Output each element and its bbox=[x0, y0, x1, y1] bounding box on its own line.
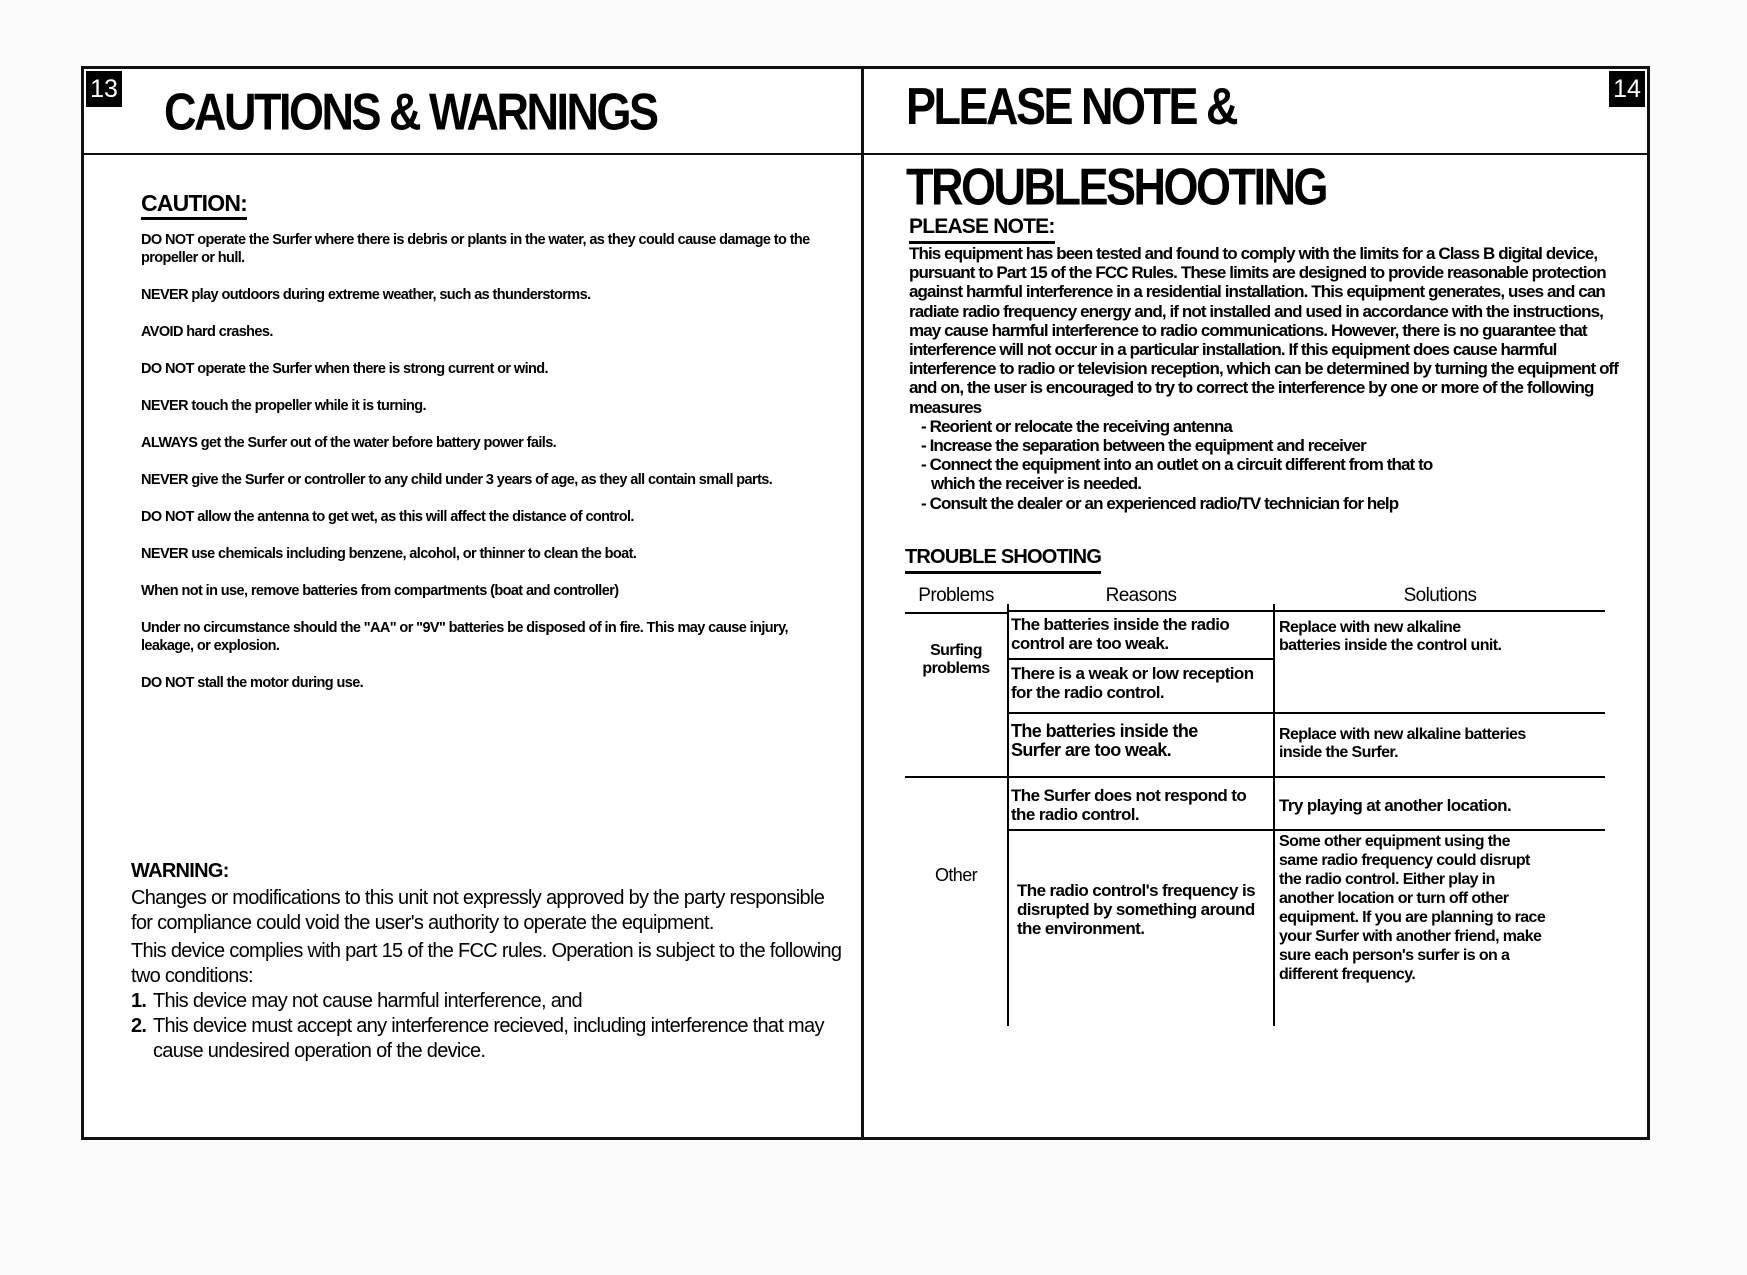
caution-text: get the Surfer out of the water before battery power fails. bbox=[197, 435, 557, 451]
caution-item bbox=[141, 231, 841, 267]
caution-item bbox=[141, 397, 841, 415]
caution-text: stall the motor during use. bbox=[193, 675, 364, 691]
caution-text: allow the antenna to get wet, as this will affect the distance of control. bbox=[193, 509, 634, 525]
table-rule bbox=[905, 776, 1605, 778]
right-page bbox=[861, 66, 1650, 1140]
page-number-13: 13 bbox=[86, 71, 122, 107]
measures-list bbox=[909, 417, 1629, 513]
please-note-heading: PLEASE NOTE: bbox=[909, 213, 1055, 244]
caution-item bbox=[141, 582, 841, 600]
warning-paragraph: Changes or modifications to this unit not expressly approved by the party responsible for compliance could void the user's authority to operate the equipment. bbox=[131, 887, 825, 934]
table-rule bbox=[1007, 712, 1605, 714]
caution-item bbox=[141, 508, 841, 526]
caution-lead: DO NOT bbox=[141, 361, 194, 377]
solution-cell: Some other equipment using the same radio frequency could disrupt the radio control. Either play in another location or turn off other equipment. If you are planning to race your Surfer with another friend, make sure each person's surfer is on a different frequency. bbox=[1279, 833, 1546, 983]
troubleshooting-title: PLEASE NOTE & TROUBLESHOOTING bbox=[906, 76, 1326, 216]
warning-block bbox=[131, 859, 846, 1064]
caution-text: use chemicals including benzene, alcohol, or thinner to clean the boat. bbox=[187, 546, 637, 562]
caution-heading: CAUTION: bbox=[141, 189, 247, 220]
fcc-note-paragraph: This equipment has been tested and found to comply with the limits for a Class B digital device, pursuant to Part 15 of the FCC Rules. These limits are designed to provide reasonable protection against harmful interference in a residential installation. This equipment generates, uses and can radiate radio frequency energy and, if not installed and used in accordance with the instructions, may cause harmful interference to radio communications. However, there is no guarantee that interference will not occur in a particular installation. If this equipment does cause harmful interference to radio or television reception, which can be determined by turning the equipment off and on, the user is encouraged to try to correct the interference by one or more of the following measures bbox=[909, 244, 1619, 417]
caution-text: play outdoors during extreme weather, such as thunderstorms. bbox=[187, 287, 591, 303]
left-page-header bbox=[84, 69, 861, 155]
caution-lead: DO NOT bbox=[141, 675, 194, 691]
problem-other: Other bbox=[934, 865, 978, 885]
table-rule bbox=[1007, 610, 1605, 612]
please-note-body bbox=[909, 244, 1629, 513]
problem-surfing: Surfing problems bbox=[922, 642, 990, 677]
caution-text: touch the propeller while it is turning. bbox=[187, 398, 426, 414]
caution-item bbox=[141, 434, 841, 452]
measure-item: - Reorient or relocate the receiving antenna bbox=[921, 416, 1232, 436]
caution-item bbox=[141, 360, 841, 378]
left-page bbox=[81, 66, 864, 1140]
right-page-header bbox=[864, 69, 1647, 216]
warning-heading: WARNING: bbox=[131, 860, 229, 882]
reason-cell: There is a weak or low reception for the radio control. bbox=[1011, 664, 1254, 702]
table-rule bbox=[1007, 829, 1605, 831]
fcc-condition-1 bbox=[131, 989, 846, 1014]
page-number-14: 14 bbox=[1609, 71, 1645, 107]
caution-lead: AVOID bbox=[141, 324, 183, 340]
caution-item bbox=[141, 674, 841, 692]
caution-lead: NEVER bbox=[141, 472, 188, 488]
column-header-problems: Problems bbox=[918, 585, 994, 606]
caution-list bbox=[141, 231, 841, 711]
caution-lead: ALWAYS bbox=[141, 435, 198, 451]
caution-text: hard crashes. bbox=[182, 324, 273, 340]
caution-item bbox=[141, 545, 841, 563]
reason-cell: The batteries inside the radio control are too weak. bbox=[1011, 615, 1230, 653]
measure-item: which the receiver is needed. bbox=[931, 474, 1142, 494]
caution-text: Under no circumstance should the "AA" or "9V" batteries be disposed of in fire. This may cause injury, leakage, or explosion. bbox=[141, 620, 788, 654]
caution-item bbox=[141, 619, 841, 655]
solution-cell: Try playing at another location. bbox=[1279, 796, 1512, 815]
caution-text: operate the Surfer when there is strong current or wind. bbox=[193, 361, 548, 377]
condition-text: This device must accept any interference recieved, including interference that may cause undesired operation of the device. bbox=[153, 1015, 824, 1062]
reason-cell: The radio control's frequency is disrupted by something around the environment. bbox=[1017, 881, 1256, 938]
table-rule bbox=[1007, 658, 1273, 660]
caution-lead: NEVER bbox=[141, 287, 188, 303]
caution-item bbox=[141, 286, 841, 304]
fcc-condition-2 bbox=[131, 1014, 846, 1064]
solution-cell: Replace with new alkaline batteries inside the Surfer. bbox=[1279, 726, 1526, 761]
fcc-compliance-paragraph: This device complies with part 15 of the FCC rules. Operation is subject to the following two conditions: bbox=[131, 940, 842, 987]
reason-cell: The batteries inside the Surfer are too weak. bbox=[1011, 721, 1198, 760]
troubleshooting-heading: TROUBLE SHOOTING bbox=[905, 543, 1101, 574]
caution-item bbox=[141, 323, 841, 341]
measure-item: - Consult the dealer or an experienced radio/TV technician for help bbox=[921, 493, 1399, 513]
caution-text: operate the Surfer where there is debris or plants in the water, as they could cause damage to the propeller or hull. bbox=[141, 232, 810, 266]
condition-text: This device may not cause harmful interference, and bbox=[153, 990, 582, 1012]
column-header-reasons: Reasons bbox=[1105, 585, 1177, 606]
reason-cell: The Surfer does not respond to the radio control. bbox=[1011, 786, 1247, 824]
table-rule bbox=[1273, 604, 1275, 1026]
caution-text: When not in use, remove batteries from compartments (boat and controller) bbox=[141, 583, 619, 599]
caution-lead: DO NOT bbox=[141, 232, 194, 248]
caution-lead: NEVER bbox=[141, 398, 188, 414]
troubleshooting-table bbox=[905, 576, 1605, 1046]
caution-item bbox=[141, 471, 841, 489]
cautions-title: CAUTIONS & WARNINGS bbox=[164, 82, 657, 141]
caution-lead: NEVER bbox=[141, 546, 188, 562]
caution-lead: DO NOT bbox=[141, 509, 194, 525]
condition-number: 2. bbox=[131, 1015, 147, 1037]
solution-cell: Replace with new alkaline batteries inside the control unit. bbox=[1279, 619, 1502, 654]
caution-text: give the Surfer or controller to any child under 3 years of age, as they all contain small parts. bbox=[187, 472, 773, 488]
measure-item: - Connect the equipment into an outlet on a circuit different from that to bbox=[921, 455, 1433, 475]
table-rule bbox=[1007, 604, 1009, 1026]
column-header-solutions: Solutions bbox=[1403, 585, 1477, 606]
table-rule bbox=[905, 612, 1007, 614]
condition-number: 1. bbox=[131, 990, 147, 1012]
measure-item: - Increase the separation between the equipment and receiver bbox=[921, 436, 1366, 456]
